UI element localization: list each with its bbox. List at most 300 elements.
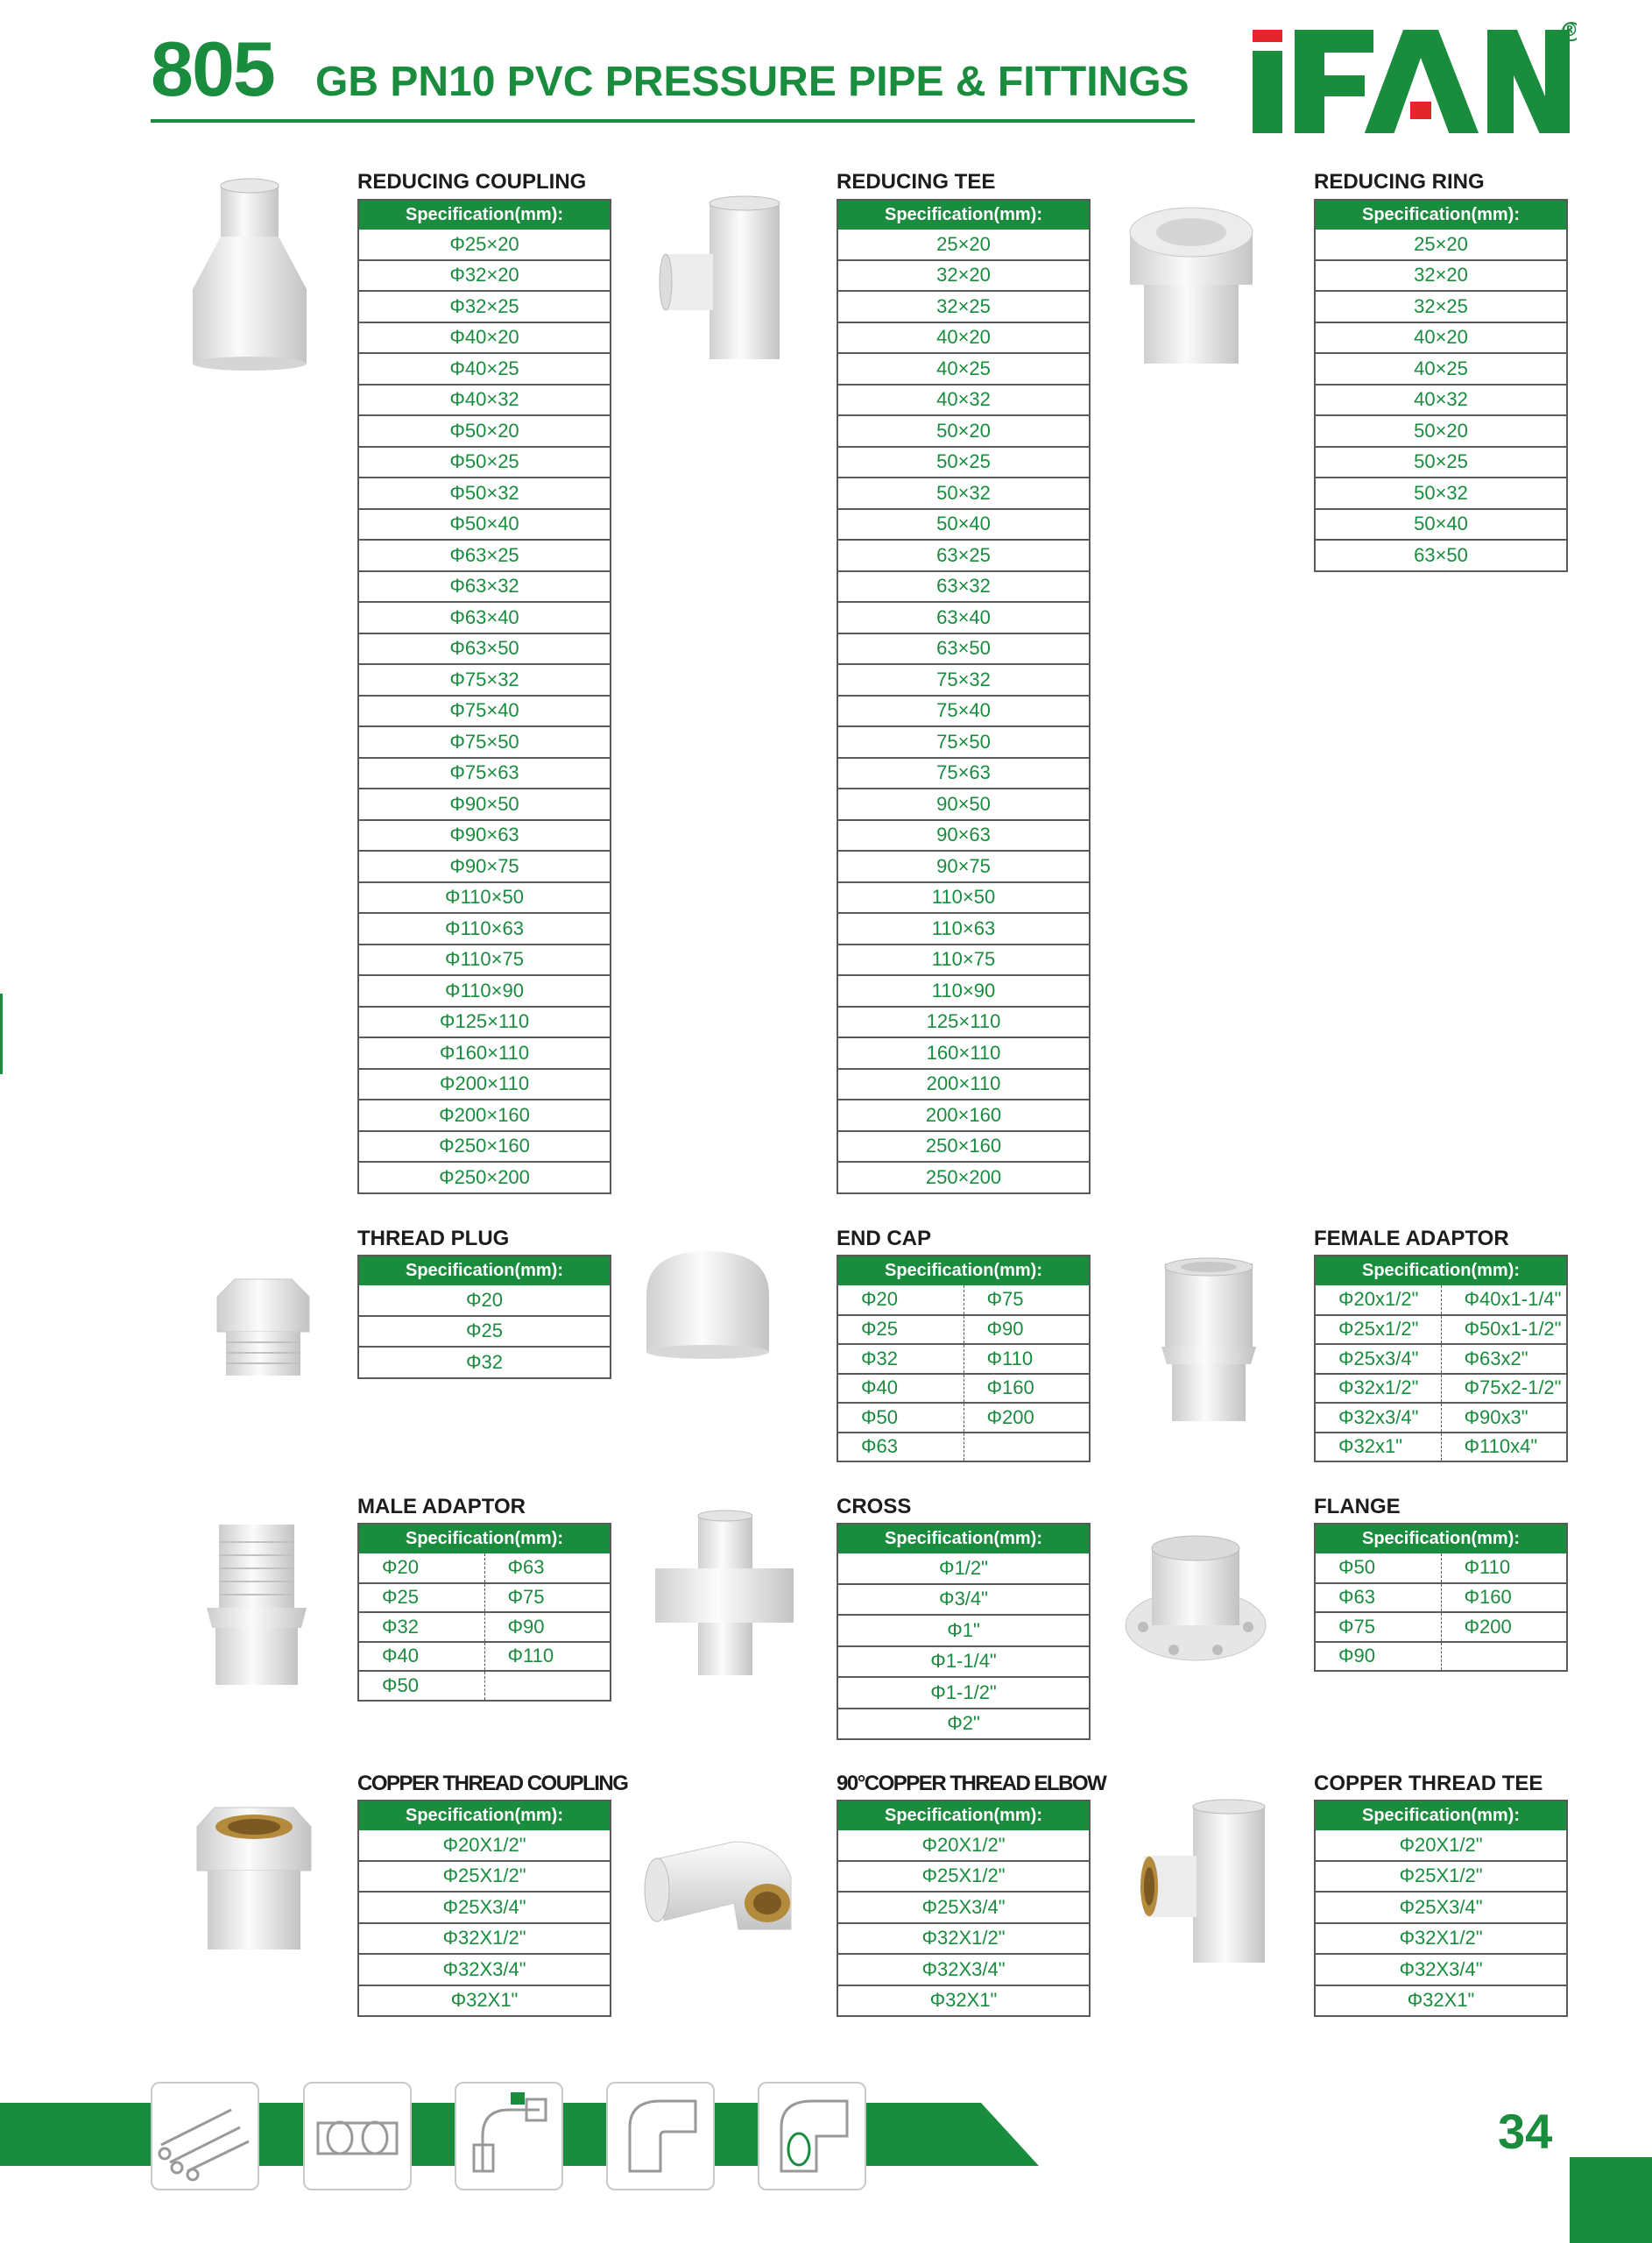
spec-cell: Φ20 [358, 1553, 484, 1583]
spec-cell: Φ32X1" [837, 1985, 1090, 2017]
spec-cell: Φ90x3" [1441, 1403, 1567, 1433]
spec-cell: Φ75 [1315, 1612, 1441, 1642]
spec-cell: Φ32X3/4" [358, 1954, 611, 1985]
table-row [837, 1553, 1090, 1584]
table-row [358, 1923, 611, 1955]
reducing-coupling-image [184, 175, 315, 372]
table-row [1315, 230, 1567, 260]
spec-cell: 75×32 [837, 664, 1090, 696]
spec-cell: Φ2" [837, 1709, 1090, 1740]
brand-logo [1253, 19, 1577, 133]
table-row [837, 447, 1090, 478]
table-row [837, 353, 1090, 385]
spec-cell: Φ75×63 [358, 758, 611, 789]
end-cap-table [837, 1255, 1091, 1462]
spec-cell: Φ90 [1315, 1642, 1441, 1672]
table-row [1315, 353, 1567, 385]
spec-cell: Φ250×200 [358, 1162, 611, 1193]
table-row [1315, 1642, 1567, 1672]
table-row [837, 633, 1090, 665]
spec-cell: Φ250×160 [358, 1131, 611, 1163]
spec-cell: Φ32×25 [358, 291, 611, 322]
table-row [358, 540, 611, 571]
spec-header: Specification(mm): [358, 1801, 611, 1830]
table-row [837, 1923, 1090, 1955]
table-row [837, 1861, 1090, 1893]
spec-cell: 40×20 [837, 322, 1090, 354]
table-row [837, 1131, 1090, 1163]
table-row [837, 602, 1090, 633]
copper-thread-coupling-image [188, 1801, 320, 1958]
table-row [358, 975, 611, 1007]
spec-cell: 50×32 [837, 478, 1090, 509]
spec-cell: Φ200 [964, 1403, 1090, 1433]
table-row [1315, 1583, 1567, 1613]
spec-cell: Φ75 [964, 1285, 1090, 1315]
spec-cell: Φ25 [358, 1583, 484, 1613]
spec-cell: Φ32 [358, 1612, 484, 1642]
spec-cell: 50×25 [837, 447, 1090, 478]
spec-cell: Φ20X1/2" [837, 1830, 1090, 1861]
spec-cell: Φ75 [484, 1583, 611, 1613]
reducing-tee-table [837, 199, 1091, 1194]
spec-cell: Φ40×25 [358, 353, 611, 385]
table-row [1315, 540, 1567, 571]
reducing-coupling-title: REDUCING COUPLING [357, 170, 587, 194]
copper-thread-elbow-table [837, 1800, 1091, 2017]
spec-cell: Φ32X1" [358, 1985, 611, 2017]
spec-cell: 32×20 [1315, 260, 1567, 292]
table-row [358, 385, 611, 416]
pipes-icon [151, 2082, 259, 2190]
spec-cell: 63×50 [1315, 540, 1567, 571]
spec-cell: Φ32 [837, 1344, 964, 1374]
spec-cell: 40×32 [1315, 385, 1567, 416]
spec-header: Specification(mm): [358, 1524, 611, 1553]
spec-cell: Φ50×25 [358, 447, 611, 478]
table-row [837, 1344, 1090, 1374]
table-row [358, 1861, 611, 1893]
table-row [358, 633, 611, 665]
table-row [1315, 260, 1567, 292]
copper-thread-coupling-title: COPPER THREAD COUPLING [357, 1772, 628, 1795]
table-row [1315, 1315, 1567, 1345]
flange-title: FLANGE [1314, 1495, 1401, 1518]
spec-cell: Φ25 [358, 1316, 611, 1348]
spec-cell: Φ110 [484, 1642, 611, 1672]
spec-cell: 25×20 [1315, 230, 1567, 260]
table-row [837, 1584, 1090, 1616]
table-row [1315, 1892, 1567, 1923]
spec-cell: Φ32x3/4" [1315, 1403, 1441, 1433]
valve-elbow-icon [455, 2082, 563, 2190]
reducing-tee-title: REDUCING TEE [837, 170, 996, 194]
table-row [358, 882, 611, 914]
spec-cell: 50×32 [1315, 478, 1567, 509]
table-row [837, 1954, 1090, 1985]
thread-elbow-icon [758, 2082, 866, 2190]
table-row [1315, 447, 1567, 478]
table-row [837, 415, 1090, 447]
table-row [837, 945, 1090, 976]
end-cap-title: END CAP [837, 1227, 932, 1250]
spec-cell: Φ160 [964, 1374, 1090, 1404]
flange-table [1314, 1523, 1568, 1672]
table-row [358, 1037, 611, 1069]
table-row [1315, 291, 1567, 322]
spec-cell: Φ200×110 [358, 1069, 611, 1100]
spec-cell: Φ32X1" [1315, 1985, 1567, 2017]
spec-cell: 75×50 [837, 726, 1090, 758]
spec-cell: 75×40 [837, 696, 1090, 727]
copper-thread-elbow-image [638, 1824, 813, 1938]
spec-cell: Φ110×50 [358, 882, 611, 914]
spec-cell: Φ75×50 [358, 726, 611, 758]
table-row [358, 664, 611, 696]
spec-header: Specification(mm): [837, 200, 1090, 230]
table-row [1315, 1374, 1567, 1404]
table-row [358, 758, 611, 789]
page-title: GB PN10 PVC PRESSURE PIPE & FITTINGS [315, 59, 1190, 105]
table-row [1315, 509, 1567, 541]
table-row [1315, 1285, 1567, 1315]
spec-cell: 125×110 [837, 1007, 1090, 1038]
table-row [358, 1612, 611, 1642]
table-row [358, 1553, 611, 1583]
spec-cell: Φ25X3/4" [1315, 1892, 1567, 1923]
spec-cell: 110×63 [837, 913, 1090, 945]
registered-mark: ® [1561, 19, 1578, 40]
spec-cell: Φ32X1/2" [837, 1923, 1090, 1955]
table-row [837, 696, 1090, 727]
table-row [837, 1162, 1090, 1193]
table-row [837, 230, 1090, 260]
spec-cell: 40×32 [837, 385, 1090, 416]
spec-cell: Φ90×75 [358, 851, 611, 882]
spec-cell: 63×40 [837, 602, 1090, 633]
spec-cell: Φ32 [358, 1347, 611, 1378]
table-row [1315, 1403, 1567, 1433]
table-row [358, 415, 611, 447]
spec-cell: 200×160 [837, 1100, 1090, 1131]
female-adaptor-table [1314, 1255, 1568, 1462]
copper-thread-elbow-title: 90°COPPER THREAD ELBOW [837, 1772, 1106, 1795]
spec-header: Specification(mm): [358, 1256, 611, 1285]
table-row [358, 602, 611, 633]
spec-header: Specification(mm): [358, 200, 611, 230]
spec-cell: Φ25X3/4" [837, 1892, 1090, 1923]
spec-cell: Φ90×50 [358, 789, 611, 820]
spec-cell: Φ25X1/2" [837, 1861, 1090, 1893]
spec-cell: Φ63x2" [1441, 1344, 1567, 1374]
spec-cell: Φ110x4" [1441, 1433, 1567, 1462]
table-row [1315, 1830, 1567, 1861]
tee-fitting-icon [303, 2082, 412, 2190]
reducing-tee-image [657, 193, 797, 368]
table-row [358, 1671, 611, 1701]
spec-cell: Φ1-1/4" [837, 1646, 1090, 1678]
table-row [837, 1285, 1090, 1315]
table-row [837, 1403, 1090, 1433]
flange-image [1121, 1529, 1270, 1669]
spec-cell: Φ25x1/2" [1315, 1315, 1441, 1345]
spec-cell: 50×40 [1315, 509, 1567, 541]
spec-cell: Φ32X3/4" [1315, 1954, 1567, 1985]
table-row [837, 571, 1090, 603]
spec-cell: 75×63 [837, 758, 1090, 789]
table-row [837, 1985, 1090, 2017]
spec-header: Specification(mm): [1315, 1256, 1567, 1285]
table-row [837, 322, 1090, 354]
spec-cell: Φ50×32 [358, 478, 611, 509]
table-row [358, 820, 611, 852]
table-row [358, 1642, 611, 1672]
corner-block [1570, 2157, 1652, 2243]
table-row [358, 913, 611, 945]
spec-cell: 63×25 [837, 540, 1090, 571]
table-row [1315, 385, 1567, 416]
table-row [1315, 478, 1567, 509]
spec-cell: Φ110 [964, 1344, 1090, 1374]
spec-cell: Φ63 [1315, 1583, 1441, 1613]
spec-cell: Φ160 [1441, 1583, 1567, 1613]
table-row [358, 260, 611, 292]
end-cap-image [638, 1242, 778, 1365]
spec-cell: 90×75 [837, 851, 1090, 882]
spec-cell: Φ40×20 [358, 322, 611, 354]
table-row [1315, 322, 1567, 354]
table-row [358, 353, 611, 385]
side-marker [0, 994, 3, 1074]
spec-cell: 110×90 [837, 975, 1090, 1007]
table-row [358, 945, 611, 976]
spec-header: Specification(mm): [837, 1524, 1090, 1553]
table-row [358, 851, 611, 882]
spec-cell: Φ40 [358, 1642, 484, 1672]
table-row [358, 1007, 611, 1038]
table-row [837, 1037, 1090, 1069]
spec-cell: 63×32 [837, 571, 1090, 603]
table-row [837, 882, 1090, 914]
table-row [358, 1985, 611, 2017]
table-row [358, 726, 611, 758]
table-row [837, 1433, 1090, 1462]
spec-cell: Φ50×20 [358, 415, 611, 447]
table-row [837, 758, 1090, 789]
spec-cell: Φ25x3/4" [1315, 1344, 1441, 1374]
table-row [837, 1709, 1090, 1740]
table-row [837, 975, 1090, 1007]
spec-cell: 32×25 [1315, 291, 1567, 322]
spec-cell: Φ20X1/2" [1315, 1830, 1567, 1861]
spec-cell: Φ25×20 [358, 230, 611, 260]
table-row [837, 540, 1090, 571]
spec-cell: Φ110×75 [358, 945, 611, 976]
table-row [1315, 1861, 1567, 1893]
table-row [358, 291, 611, 322]
spec-cell [964, 1433, 1090, 1462]
spec-cell: Φ20 [837, 1285, 964, 1315]
spec-cell: Φ125×110 [358, 1007, 611, 1038]
table-row [358, 1162, 611, 1193]
elbow-icon [606, 2082, 715, 2190]
spec-cell: Φ63×25 [358, 540, 611, 571]
spec-cell: Φ25X3/4" [358, 1892, 611, 1923]
table-row [358, 696, 611, 727]
table-row [358, 789, 611, 820]
table-row [837, 726, 1090, 758]
spec-cell: 160×110 [837, 1037, 1090, 1069]
spec-header: Specification(mm): [1315, 1524, 1567, 1553]
table-row [1315, 1954, 1567, 1985]
spec-header: Specification(mm): [837, 1256, 1090, 1285]
table-row [837, 1069, 1090, 1100]
table-row [837, 1677, 1090, 1709]
reducing-ring-title: REDUCING RING [1314, 170, 1485, 194]
spec-cell: 250×200 [837, 1162, 1090, 1193]
spec-cell [1441, 1642, 1567, 1672]
spec-cell: 25×20 [837, 230, 1090, 260]
table-row [837, 478, 1090, 509]
cross-title: CROSS [837, 1495, 912, 1518]
table-row [1315, 1985, 1567, 2017]
thread-plug-title: THREAD PLUG [357, 1227, 510, 1250]
copper-thread-coupling-table [357, 1800, 611, 2017]
spec-cell: Φ20 [358, 1285, 611, 1316]
table-row [358, 1069, 611, 1100]
spec-cell: Φ50×40 [358, 509, 611, 541]
table-row [358, 509, 611, 541]
spec-cell: 50×20 [1315, 415, 1567, 447]
spec-cell: Φ1-1/2" [837, 1677, 1090, 1709]
spec-cell: Φ160×110 [358, 1037, 611, 1069]
thread-plug-image [200, 1270, 327, 1384]
spec-cell: 50×40 [837, 509, 1090, 541]
spec-cell: Φ90 [484, 1612, 611, 1642]
spec-cell: Φ1" [837, 1615, 1090, 1646]
copper-thread-tee-image [1137, 1796, 1277, 1971]
spec-cell: Φ110 [1441, 1553, 1567, 1583]
spec-cell: Φ110×90 [358, 975, 611, 1007]
spec-cell: Φ110×63 [358, 913, 611, 945]
spec-cell: Φ75×32 [358, 664, 611, 696]
table-row [358, 1583, 611, 1613]
table-row [1315, 1344, 1567, 1374]
table-row [837, 1615, 1090, 1646]
table-row [837, 1830, 1090, 1861]
table-row [837, 851, 1090, 882]
table-row [358, 1830, 611, 1861]
spec-cell: Φ32x1/2" [1315, 1374, 1441, 1404]
spec-cell: 50×25 [1315, 447, 1567, 478]
table-row [837, 913, 1090, 945]
spec-cell: 40×25 [1315, 353, 1567, 385]
table-row [358, 322, 611, 354]
table-row [837, 1315, 1090, 1345]
thread-plug-table [357, 1255, 611, 1379]
table-row [358, 478, 611, 509]
spec-cell: Φ75x2-1/2" [1441, 1374, 1567, 1404]
spec-cell: Φ50x1-1/2" [1441, 1315, 1567, 1345]
spec-cell: Φ32x1" [1315, 1433, 1441, 1462]
cross-image [650, 1507, 799, 1682]
spec-cell: Φ32×20 [358, 260, 611, 292]
spec-cell: Φ25X1/2" [358, 1861, 611, 1893]
table-row [358, 1316, 611, 1348]
spec-cell: Φ25X1/2" [1315, 1861, 1567, 1893]
catalog-number: 805 [151, 25, 274, 112]
table-row [837, 664, 1090, 696]
male-adaptor-image [200, 1516, 314, 1691]
spec-cell: 32×25 [837, 291, 1090, 322]
table-row [837, 509, 1090, 541]
reducing-coupling-table [357, 199, 611, 1194]
table-row [1315, 1612, 1567, 1642]
table-row [837, 1007, 1090, 1038]
table-row [837, 1374, 1090, 1404]
table-row [1315, 1923, 1567, 1955]
table-row [837, 1100, 1090, 1131]
table-row [358, 1954, 611, 1985]
male-adaptor-title: MALE ADAPTOR [357, 1495, 526, 1518]
spec-cell: Φ20x1/2" [1315, 1285, 1441, 1315]
table-row [358, 1285, 611, 1316]
spec-cell: 63×50 [837, 633, 1090, 665]
table-row [358, 230, 611, 260]
female-adaptor-title: FEMALE ADAPTOR [1314, 1227, 1509, 1250]
spec-cell: Φ40x1-1/4" [1441, 1285, 1567, 1315]
spec-cell: 110×75 [837, 945, 1090, 976]
table-row [837, 1646, 1090, 1678]
page-number: 34 [1498, 2104, 1553, 2159]
spec-cell: 200×110 [837, 1069, 1090, 1100]
spec-cell: 50×20 [837, 415, 1090, 447]
spec-cell: 32×20 [837, 260, 1090, 292]
spec-cell: Φ20X1/2" [358, 1830, 611, 1861]
table-row [837, 789, 1090, 820]
spec-cell: Φ63×50 [358, 633, 611, 665]
table-row [1315, 1433, 1567, 1462]
table-row [358, 1892, 611, 1923]
copper-thread-tee-table [1314, 1800, 1568, 2017]
reducing-ring-image [1121, 197, 1261, 372]
spec-cell: 90×63 [837, 820, 1090, 852]
table-row [358, 447, 611, 478]
spec-cell: 40×25 [837, 353, 1090, 385]
table-row [358, 1100, 611, 1131]
spec-cell: Φ63×32 [358, 571, 611, 603]
table-row [837, 1892, 1090, 1923]
header-underline [151, 119, 1195, 123]
spec-cell: Φ200 [1441, 1612, 1567, 1642]
male-adaptor-table [357, 1523, 611, 1702]
spec-cell: Φ32X1/2" [358, 1923, 611, 1955]
table-row [837, 291, 1090, 322]
spec-cell: Φ75×40 [358, 696, 611, 727]
spec-header: Specification(mm): [1315, 200, 1567, 230]
copper-thread-tee-title: COPPER THREAD TEE [1314, 1772, 1543, 1795]
spec-cell: Φ90 [964, 1315, 1090, 1345]
spec-header: Specification(mm): [1315, 1801, 1567, 1830]
spec-cell: Φ63 [484, 1553, 611, 1583]
spec-cell [484, 1671, 611, 1701]
reducing-ring-table [1314, 199, 1568, 572]
spec-cell: Φ40×32 [358, 385, 611, 416]
table-row [358, 571, 611, 603]
spec-cell: Φ25 [837, 1315, 964, 1345]
spec-cell: Φ50 [837, 1403, 964, 1433]
spec-cell: 250×160 [837, 1131, 1090, 1163]
